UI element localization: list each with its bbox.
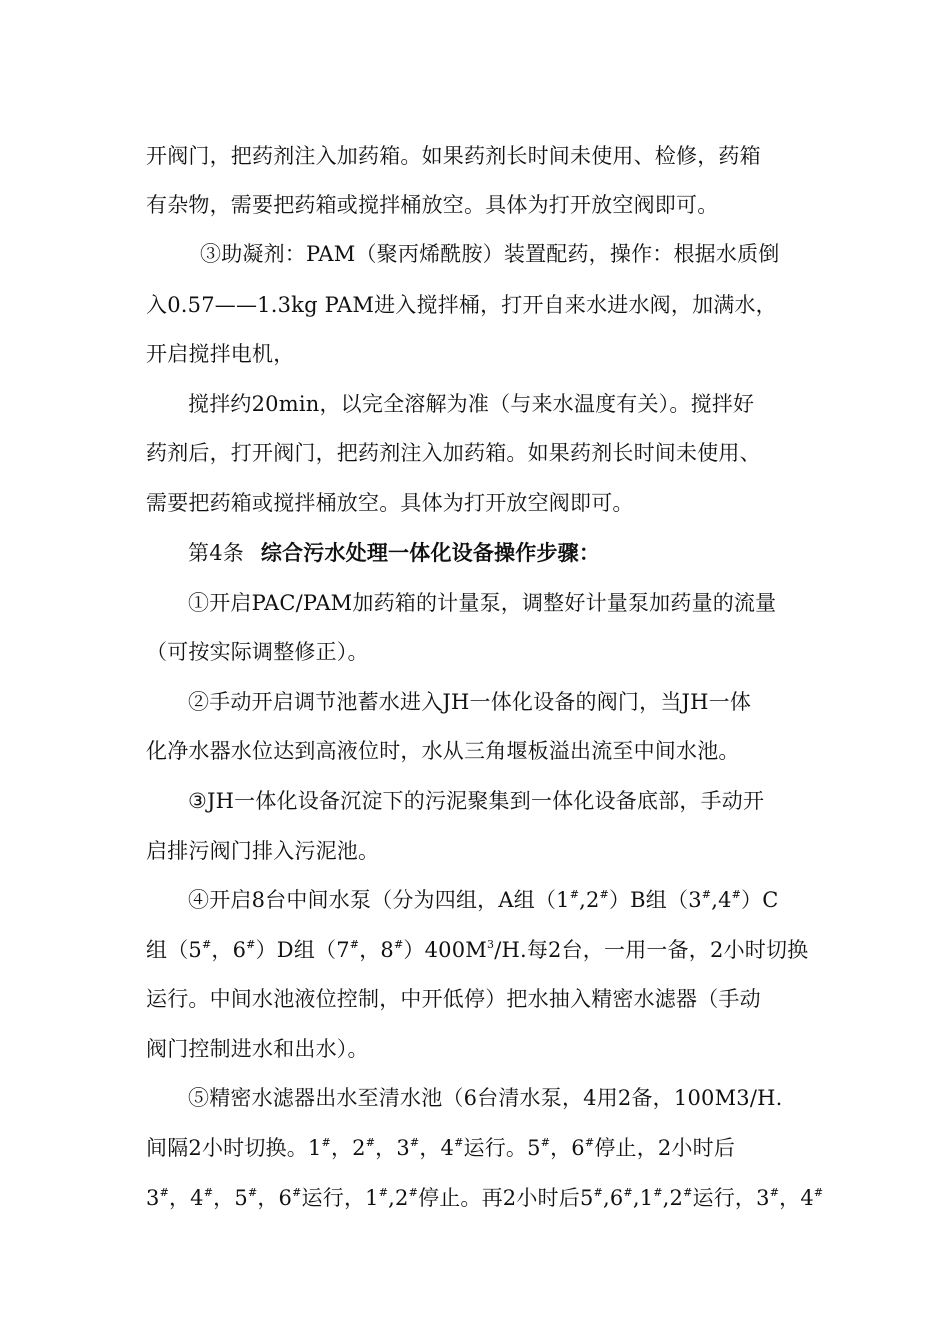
- text-line: 有杂物，需要把药箱或搅拌桶放空。具体为打开放空阀即可。: [146, 193, 719, 217]
- text-line: ④开启8台中间水泵（分为四组，A组（1#,2#）B组（3#,4#）C: [188, 888, 779, 912]
- text-line: 3#，4#，5#，6#运行，1#,2#停止。再2小时后5#,6#,1#,2#运行，3#，4#: [146, 1186, 824, 1210]
- text-line: 药剂后，打开阀门，把药剂注入加药箱。如果药剂长时间未使用、: [146, 441, 761, 465]
- text-line: 入0.57——1.3kg PAM进入搅拌桶，打开自来水进水阀，加满水，: [146, 293, 777, 317]
- text-line: 运行。中间水池液位控制，中开低停）把水抽入精密水滤器（手动: [146, 987, 761, 1011]
- text-line: 化净水器水位达到高液位时，水从三角堰板溢出流至中间水池。: [146, 739, 740, 763]
- article-number: 第4条: [188, 541, 244, 565]
- text-line: ①开启PAC/PAM加药箱的计量泵，调整好计量泵加药量的流量: [188, 591, 777, 615]
- text-line: ③JH一体化设备沉淀下的污泥聚集到一体化设备底部，手动开: [188, 789, 765, 813]
- article-title: 综合污水处理一体化设备操作步骤：: [260, 540, 601, 565]
- text-line: 开阀门，把药剂注入加药箱。如果药剂长时间未使用、检修，药箱: [146, 144, 761, 168]
- text-line: 间隔2小时切换。1#，2#，3#，4#运行。5#，6#停止，2小时后: [146, 1136, 736, 1160]
- text-line: 组（5#，6#）D组（7#，$8^{\#})400M^3/H$.每2台，一用一备，2小时切换: [146, 938, 809, 962]
- text-line: 搅拌约20min，以完全溶解为准（与来水温度有关）。搅拌好: [188, 392, 755, 416]
- text-line: （可按实际调整修正）。: [146, 640, 369, 664]
- text-line: ②手动开启调节池蓄水进入JH一体化设备的阀门，当JH一体: [188, 690, 752, 714]
- text-line: ⑤精密水滤器出水至清水池（6台清水泵，4用2备，100M3/H.: [188, 1086, 783, 1110]
- text-line: 阀门控制进水和出水）。: [146, 1037, 369, 1061]
- article-heading: [188, 537, 600, 567]
- text-line: 开启搅拌电机，: [146, 342, 295, 366]
- text-line: 需要把药箱或搅拌桶放空。具体为打开放空阀即可。: [146, 491, 634, 515]
- text-line: ③助凝剂：PAM（聚丙烯酰胺）装置配药，操作：根据水质倒: [200, 242, 780, 266]
- text-line: 启排污阀门排入污泥池。: [146, 839, 380, 863]
